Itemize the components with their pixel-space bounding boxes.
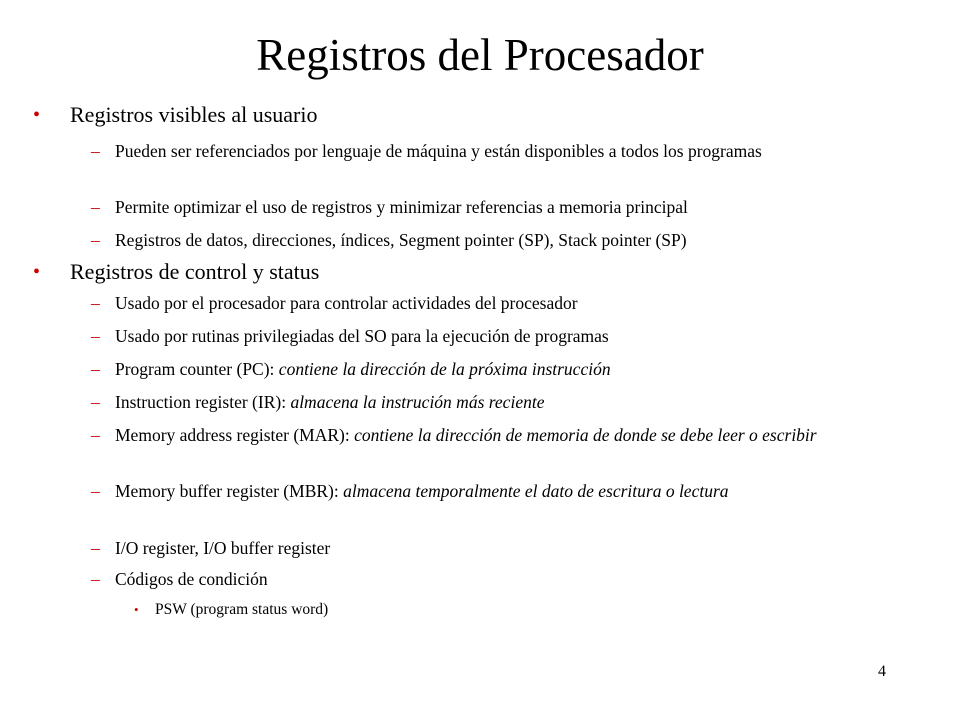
section-heading-control-status xyxy=(33,259,930,285)
sub-list-item xyxy=(134,600,855,620)
section-heading-visible-registers xyxy=(33,102,930,128)
list-item xyxy=(91,391,915,413)
list-item-text: I/O register, I/O buffer register xyxy=(115,538,331,558)
list-item xyxy=(91,229,915,251)
dash-icon: – xyxy=(91,538,100,558)
list-item-lead: Memory buffer register (MBR): xyxy=(115,481,344,501)
list-item xyxy=(91,292,915,314)
list-item-lead: Program counter (PC): xyxy=(115,359,279,379)
dash-icon: – xyxy=(91,569,100,589)
page-number: 4 xyxy=(878,663,886,680)
list-item-lead: Instruction register (IR): xyxy=(115,392,291,412)
slide-title: Registros del Procesador xyxy=(256,30,704,80)
list-item xyxy=(91,196,915,218)
bullet-icon: • xyxy=(33,261,41,283)
dash-icon: – xyxy=(91,197,100,217)
dash-icon: – xyxy=(91,425,100,445)
bullet-icon: • xyxy=(134,602,139,617)
list-item xyxy=(91,424,915,446)
list-item-detail: contiene la dirección de memoria de donde se debe leer o escribir xyxy=(354,425,817,445)
dash-icon: – xyxy=(91,230,100,250)
section-heading-text: Registros de control y status xyxy=(70,259,320,284)
list-item xyxy=(91,568,915,590)
list-item-detail: almacena temporalmente el dato de escritura o lectura xyxy=(343,481,729,501)
list-item-text: Pueden ser referenciados por lenguaje de máquina y están disponibles a todos los programas xyxy=(115,141,762,161)
list-item-detail: almacena la instrución más reciente xyxy=(290,392,545,412)
list-item xyxy=(91,358,915,380)
bullet-icon: • xyxy=(33,104,41,126)
list-item-text: Usado por el procesador para controlar actividades del procesador xyxy=(115,293,578,313)
list-item-text: Usado por rutinas privilegiadas del SO para la ejecución de programas xyxy=(115,326,609,346)
list-item-lead: Memory address register (MAR): xyxy=(115,425,355,445)
dash-icon: – xyxy=(91,481,100,501)
sub-list-item-text: PSW (program status word) xyxy=(155,601,329,618)
list-item-text: Permite optimizar el uso de registros y minimizar referencias a memoria principal xyxy=(115,197,688,217)
dash-icon: – xyxy=(91,141,100,161)
list-item xyxy=(91,480,915,502)
dash-icon: – xyxy=(91,293,100,313)
list-item xyxy=(91,325,915,347)
dash-icon: – xyxy=(91,392,100,412)
list-item-text: Códigos de condición xyxy=(115,569,268,589)
list-item-text: Registros de datos, direcciones, índices, Segment pointer (SP), Stack pointer (SP) xyxy=(115,230,687,250)
dash-icon: – xyxy=(91,359,100,379)
dash-icon: – xyxy=(91,326,100,346)
list-item xyxy=(91,537,915,559)
list-item xyxy=(91,140,915,162)
list-item-detail: contiene la dirección de la próxima instrucción xyxy=(278,359,611,379)
section-heading-text: Registros visibles al usuario xyxy=(70,102,318,127)
